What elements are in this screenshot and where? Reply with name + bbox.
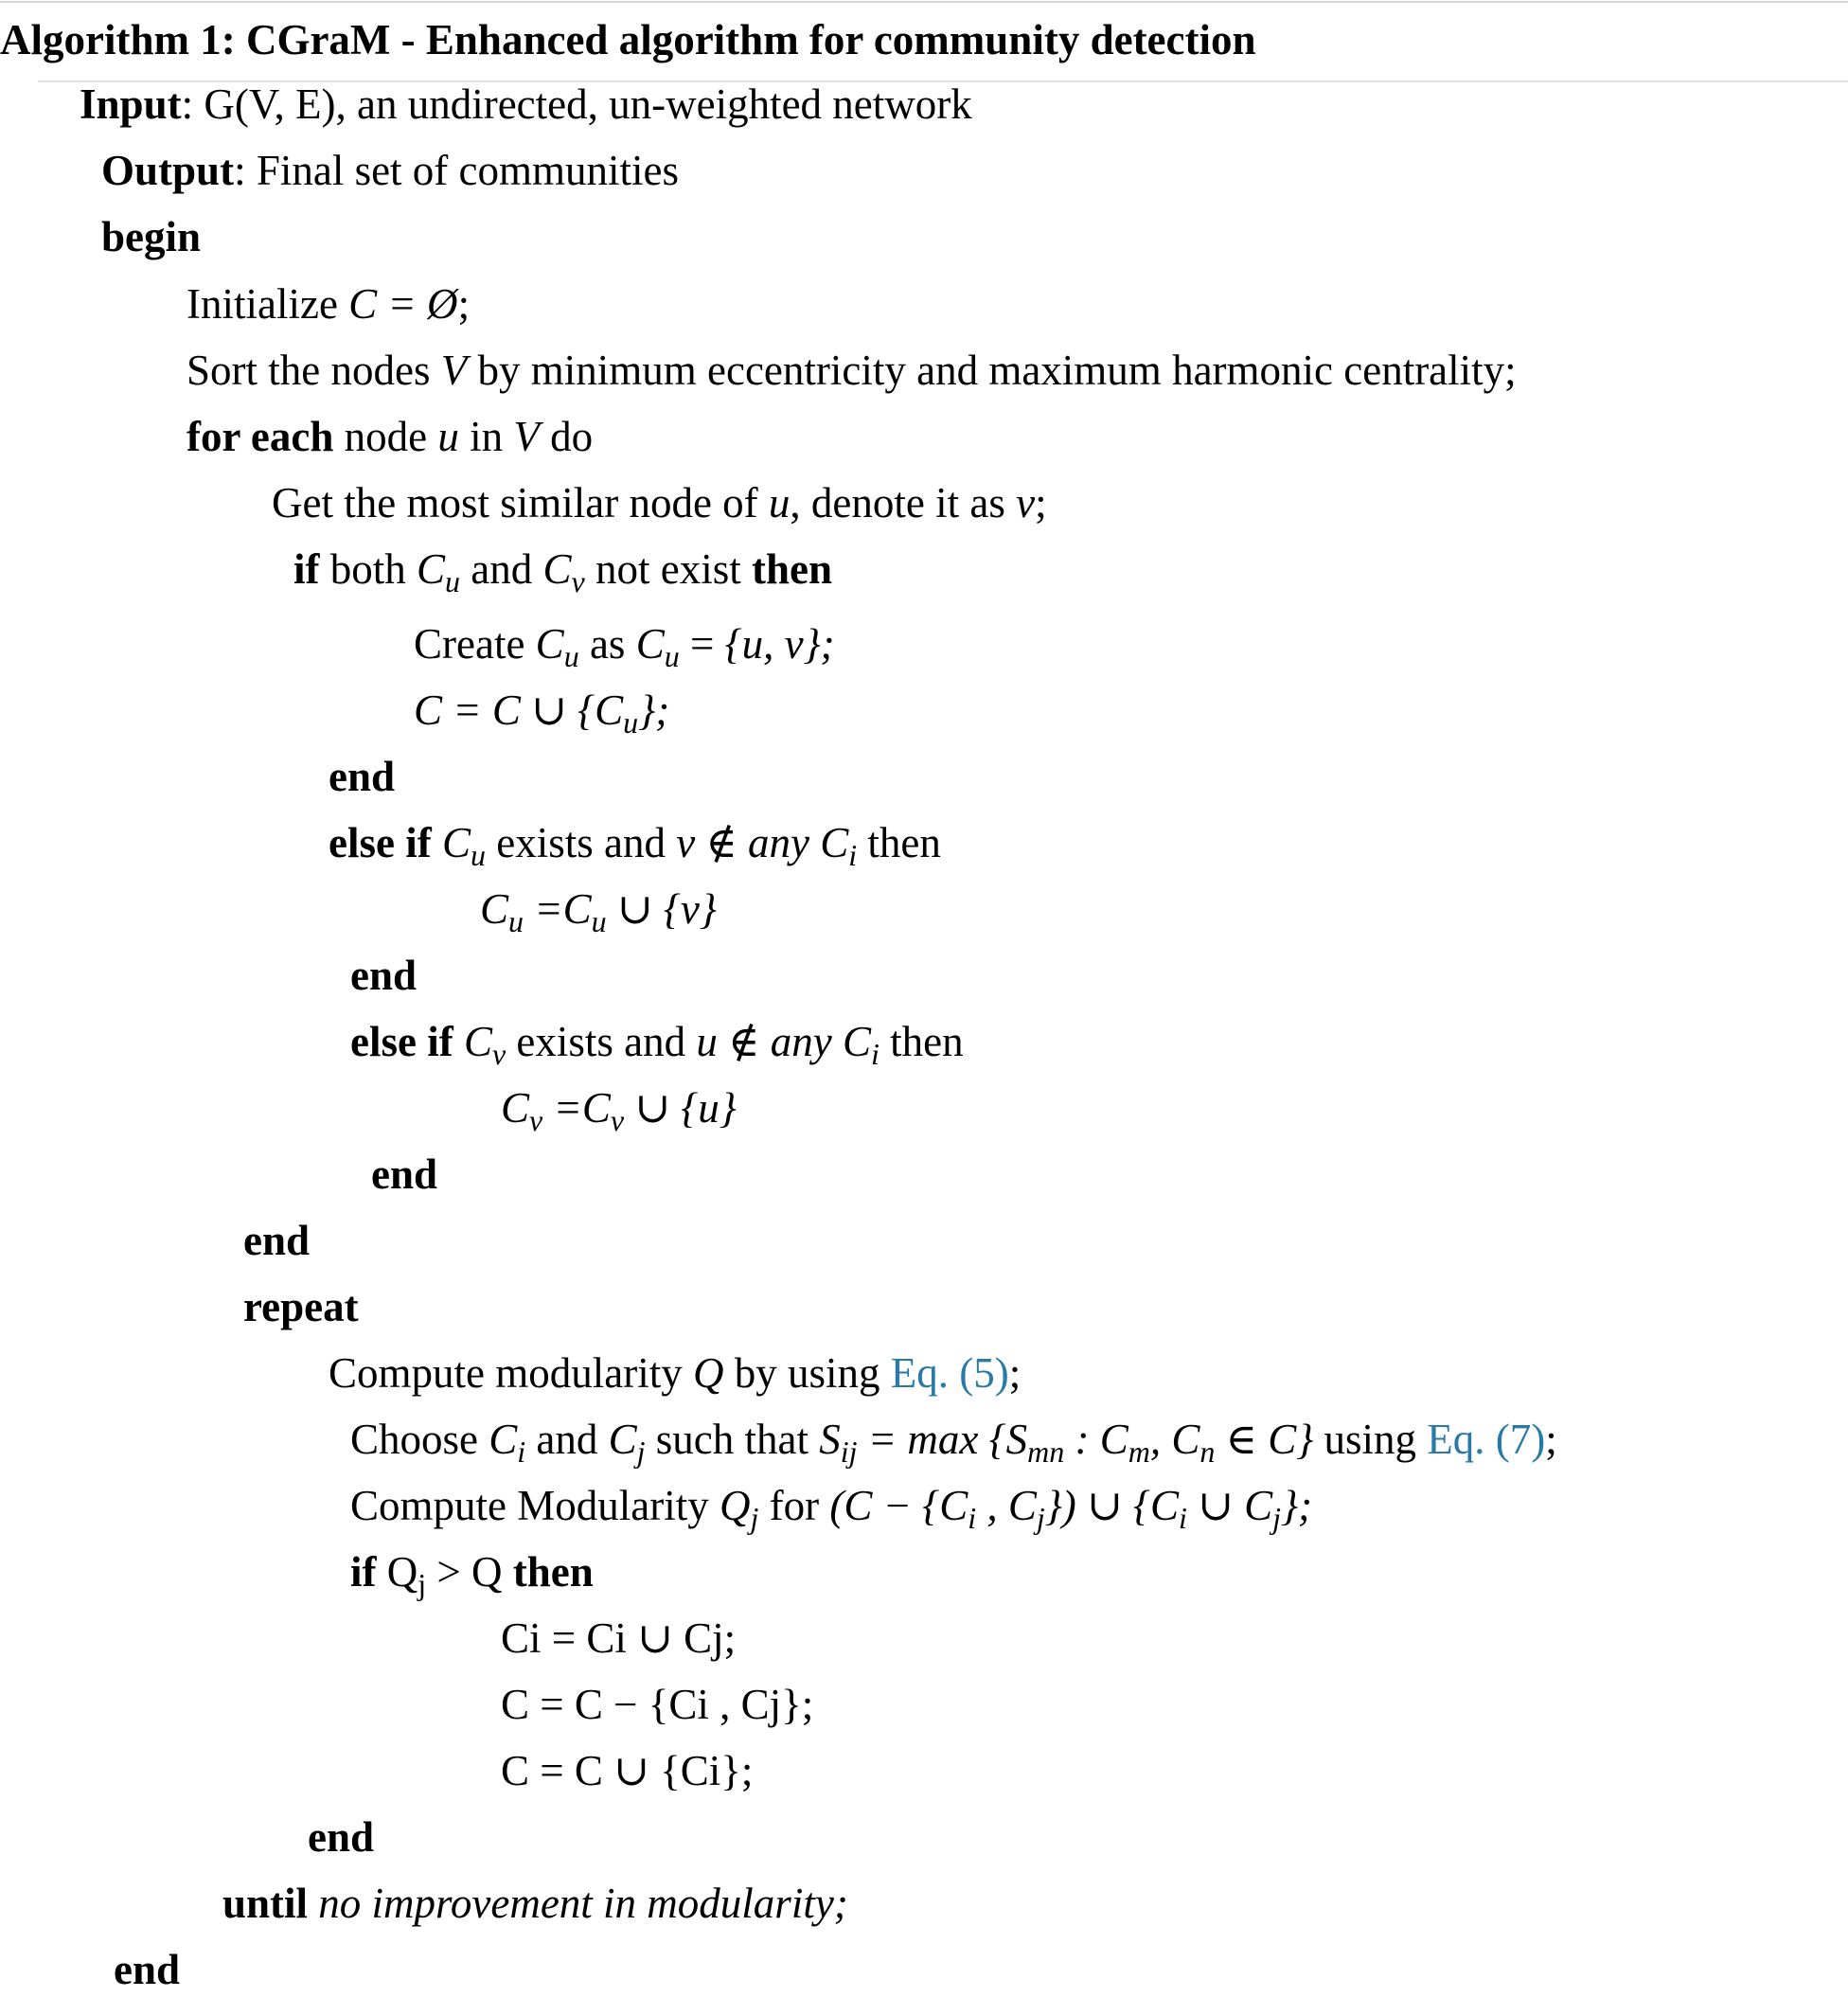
else-if-cu-line: else if $C_u$ exists and v ∉ any $C_i$ then bbox=[329, 819, 941, 872]
create-line: Create $C_u$ as $C_u = \{u$, v}; bbox=[414, 620, 835, 673]
compute-modularity-line: Compute modularity Q by using Eq. (5); bbox=[329, 1349, 1022, 1397]
if-both-line: if both $C_u$ and $C_v$ not exist then bbox=[293, 545, 832, 598]
end-keyword-2: end bbox=[350, 952, 418, 999]
input-line: Input: G(V, E), an undirected, un-weighted network bbox=[80, 80, 972, 128]
until-line: until no improvement in modularity; bbox=[222, 1880, 848, 1927]
end-keyword-1: end bbox=[329, 753, 396, 800]
merge-line-3: C = C ∪ {Ci}; bbox=[501, 1747, 754, 1794]
merge-line-1: Ci = Ci ∪ Cj; bbox=[501, 1614, 737, 1662]
merge-line-2: C = C − {Ci , Cj}; bbox=[501, 1681, 814, 1728]
eq7-link[interactable]: Eq. (7) bbox=[1427, 1416, 1546, 1463]
union-cu-line: C = C ∪ $\{C_u\}$; bbox=[414, 687, 670, 740]
choose-line: Choose $C_i$ and $C_j$ such that $S_{ij} = \max \{S_{mn}$ : $C_m$, $C_n$ ∈ C} using Eq. (7); bbox=[350, 1416, 1557, 1469]
output-line: Output: Final set of communities bbox=[101, 147, 680, 194]
get-similar-line: Get the most similar node of u, denote it as v; bbox=[272, 479, 1047, 526]
end-for-keyword: end bbox=[243, 1217, 311, 1264]
algorithm-title: Algorithm 1: CGraM - Enhanced algorithm for community detection bbox=[0, 16, 1256, 63]
initialize-line: Initialize C = Ø; bbox=[187, 280, 471, 328]
compute-qj-line: Compute Modularity $Q_j$ for ($C - \{C_i$ , $C_j$}) ∪ {$C_i$ ∪ $C_j$}; bbox=[350, 1482, 1312, 1535]
top-rule bbox=[0, 1, 1848, 3]
eq5-link[interactable]: Eq. (5) bbox=[890, 1349, 1009, 1397]
else-if-cv-line: else if $C_v$ exists and u ∉ any $C_i$ then bbox=[350, 1018, 964, 1071]
if-qj-line: if $Q_j > Q$ then bbox=[350, 1548, 594, 1601]
end-if-keyword: end bbox=[308, 1813, 375, 1861]
begin-keyword: begin bbox=[101, 213, 202, 260]
add-v-line: $C_u =C_u$ ∪ {v} bbox=[480, 885, 717, 938]
add-u-line: $C_v =C_v$ ∪ {u} bbox=[501, 1084, 737, 1137]
for-each-line: for each node u in V do bbox=[187, 413, 594, 460]
repeat-keyword: repeat bbox=[243, 1283, 359, 1330]
sort-line: Sort the nodes V by minimum eccentricity and maximum harmonic centrality; bbox=[187, 347, 1517, 394]
end-keyword-3: end bbox=[371, 1150, 438, 1198]
end-begin-keyword: end bbox=[114, 1946, 181, 1993]
